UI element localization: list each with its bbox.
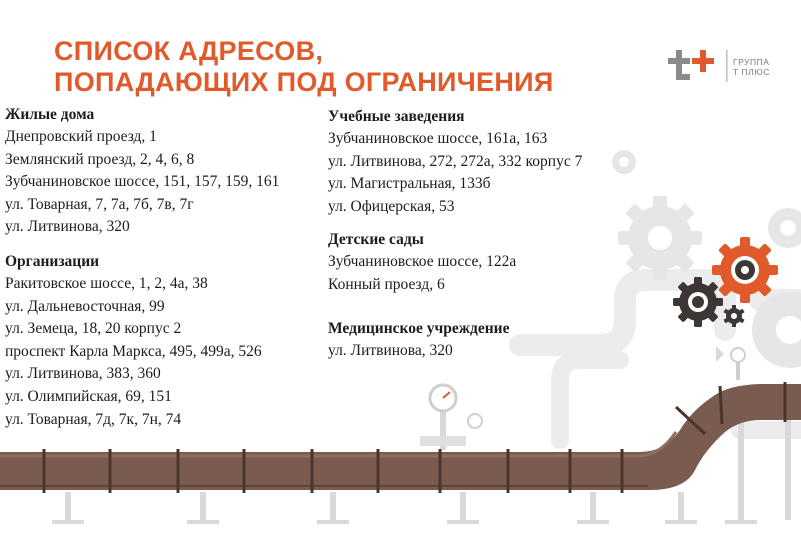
address-item: ул. Литвинова, 320 xyxy=(5,218,130,236)
logo-caption-line1: ГРУППА xyxy=(733,57,770,67)
section-heading: Медицинское учреждение xyxy=(328,320,510,337)
orange-gear-icon xyxy=(712,237,778,303)
address-item: ул. Земеца, 18, 20 корпус 2 xyxy=(5,320,182,338)
page-title-line1: СПИСОК АДРЕСОВ, xyxy=(54,36,324,66)
valve-icon xyxy=(716,346,745,380)
address-item: ул. Литвинова, 272, 272а, 332 корпус 7 xyxy=(328,152,583,170)
address-item: ул. Офицерская, 53 xyxy=(328,197,455,215)
address-item: ул. Литвинова, 320 xyxy=(328,342,453,359)
address-item: Зубчаниновское шоссе, 151, 157, 159, 161 xyxy=(5,173,280,191)
address-item: ул. Магистральная, 133б xyxy=(328,175,491,193)
address-item: Зубчаниновское шоссе, 161а, 163 xyxy=(328,130,548,147)
pressure-gauge-icon xyxy=(420,385,482,450)
medical-section xyxy=(328,318,509,363)
page-title-line2: ПОПАДАЮЩИХ ПОД ОГРАНИЧЕНИЯ xyxy=(54,67,554,97)
logo-caption xyxy=(733,57,770,77)
address-item: ул. Олимпийская, 69, 151 xyxy=(5,387,172,405)
address-item: ул. Товарная, 7д, 7к, 7н, 74 xyxy=(5,410,182,428)
address-item: Днепровский проезд, 1 xyxy=(5,128,157,145)
organizations-section xyxy=(5,251,262,431)
schools-section xyxy=(328,106,582,218)
section-heading: Организации xyxy=(5,253,100,270)
dark-gear-icon xyxy=(673,277,723,327)
logo-caption-line2: Т ПЛЮС xyxy=(733,67,770,77)
address-item: проспект Карла Маркса, 495, 499а, 526 xyxy=(5,342,262,360)
kindergartens-section xyxy=(328,229,516,296)
section-heading: Детские сады xyxy=(328,231,424,248)
address-item: Конный проезд, 6 xyxy=(328,275,445,293)
address-item: ул. Литвинова, 383, 360 xyxy=(5,365,161,383)
section-heading: Жилые дома xyxy=(5,106,95,123)
residential-section xyxy=(5,104,279,239)
address-item: Ракитовское шоссе, 1, 2, 4а, 38 xyxy=(5,275,208,292)
light-gear-icon xyxy=(612,150,801,368)
address-item: ул. Товарная, 7, 7а, 7б, 7в, 7г xyxy=(5,195,194,213)
section-heading: Учебные заведения xyxy=(328,108,465,125)
address-item: ул. Дальневосточная, 99 xyxy=(5,297,165,315)
address-item: Зубчаниновское шоссе, 122а xyxy=(328,253,517,270)
address-item: Землянский проезд, 2, 4, 6, 8 xyxy=(5,150,195,168)
page-title xyxy=(54,36,554,98)
